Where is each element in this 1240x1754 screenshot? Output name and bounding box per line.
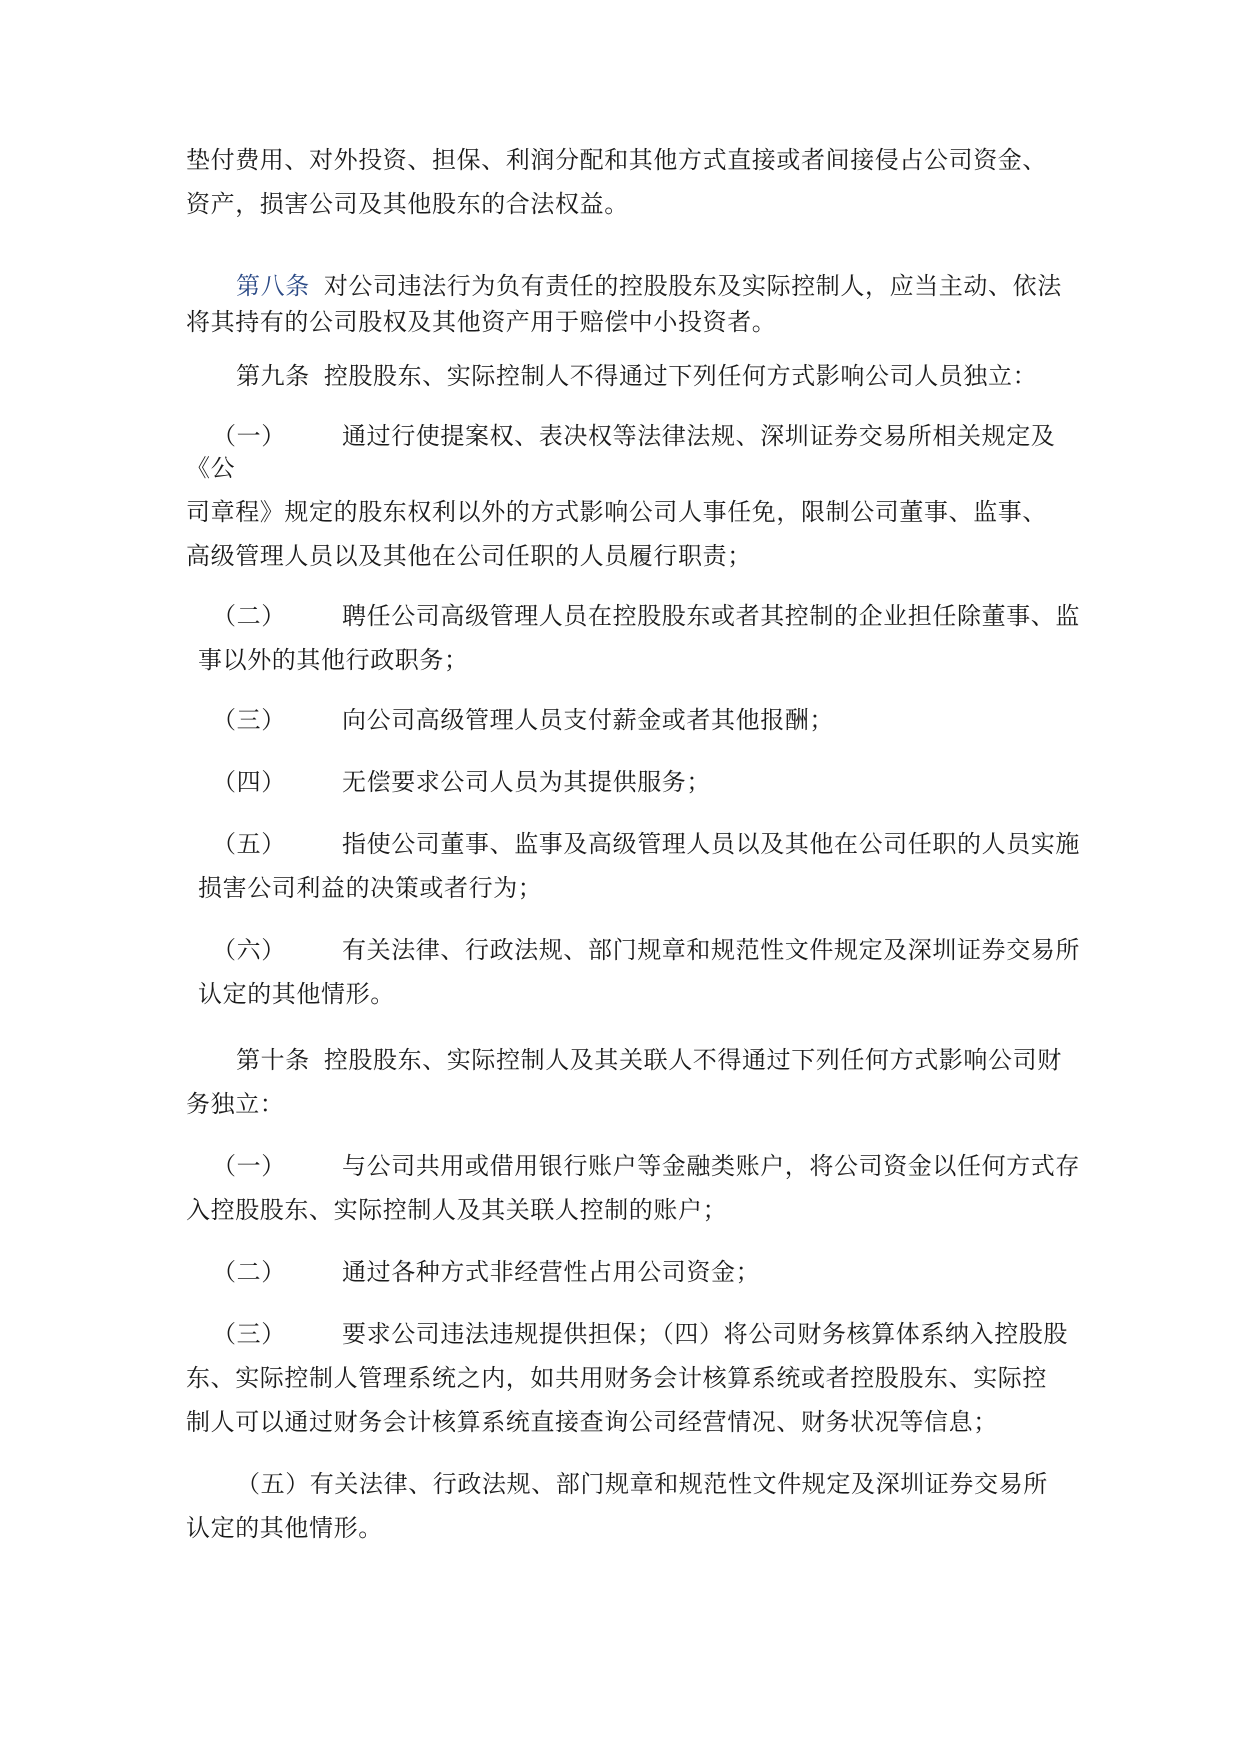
list-item: （二） 聘任公司高级管理人员在控股股东或者其控制的企业担任除董事、监 [212, 602, 1080, 630]
article-8-text: 对公司违法行为负有责任的控股股东及实际控制人，应当主动、依法 [323, 272, 1062, 300]
text-line: 垫付费用、对外投资、担保、利润分配和其他方式直接或者间接侵占公司资金、 [186, 146, 1047, 174]
item-number: （四） [212, 768, 286, 796]
article-9-line-1 [236, 360, 1037, 392]
item-number: （二） [212, 602, 286, 630]
text-line: 《公 [186, 454, 236, 482]
item-number: （五） [212, 830, 286, 858]
article-10-line-1 [236, 1044, 1062, 1076]
text-line: 务独立： [186, 1090, 285, 1118]
text-line: 损害公司利益的决策或者行为； [198, 874, 543, 902]
article-8-heading: 第八条 [236, 272, 310, 300]
list-item: （二） 通过各种方式非经营性占用公司资金； [212, 1258, 761, 1286]
item-number: （二） [212, 1258, 286, 1286]
text-line: 东、实际控制人管理系统之内，如共用财务会计核算系统或者控股股东、实际控 [186, 1364, 1047, 1392]
text-line: 制人可以通过财务会计核算系统直接查询公司经营情况、财务状况等信息； [186, 1408, 998, 1436]
text-line: 事以外的其他行政职务； [198, 646, 469, 674]
item-number: （三） [212, 1320, 286, 1348]
list-item: （三） 向公司高级管理人员支付薪金或者其他报酬； [212, 706, 834, 734]
text-line: 资产，损害公司及其他股东的合法权益。 [186, 190, 629, 218]
list-item: （五） 指使公司董事、监事及高级管理人员以及其他在公司任职的人员实施 [212, 830, 1080, 858]
text-line: 认定的其他情形。 [186, 1514, 383, 1542]
article-10-text: 控股股东、实际控制人及其关联人不得通过下列任何方式影响公司财 [323, 1046, 1062, 1074]
article-9-text: 控股股东、实际控制人不得通过下列任何方式影响公司人员独立： [323, 362, 1038, 390]
list-item: （五）有关法律、行政法规、部门规章和规范性文件规定及深圳证券交易所 [236, 1470, 1048, 1498]
item-number: （一） [212, 1152, 286, 1180]
item-number: （一） [212, 422, 286, 450]
list-item: （六） 有关法律、行政法规、部门规章和规范性文件规定及深圳证券交易所 [212, 936, 1080, 964]
list-item: （一） 通过行使提案权、表决权等法律法规、深圳证券交易所相关规定及 [212, 422, 1056, 450]
article-9-heading: 第九条 [236, 362, 310, 390]
text-line: 高级管理人员以及其他在公司任职的人员履行职责； [186, 542, 752, 570]
list-item: （一） 与公司共用或借用银行账户等金融类账户，将公司资金以任何方式存 [212, 1152, 1080, 1180]
list-item: （四） 无偿要求公司人员为其提供服务； [212, 768, 711, 796]
text-line: 入控股股东、实际控制人及其关联人控制的账户； [186, 1196, 728, 1224]
text-line: 将其持有的公司股权及其他资产用于赔偿中小投资者。 [186, 308, 777, 336]
item-number: （六） [212, 936, 286, 964]
text-line: 司章程》规定的股东权利以外的方式影响公司人事任免，限制公司董事、监事、 [186, 498, 1047, 526]
item-number: （三） [212, 706, 286, 734]
article-8-line-1 [236, 270, 1062, 302]
list-item: （三） 要求公司违法违规提供担保；（四）将公司财务核算体系纳入控股股 [212, 1320, 1068, 1348]
text-line: 认定的其他情形。 [198, 980, 395, 1008]
article-10-heading: 第十条 [236, 1046, 310, 1074]
